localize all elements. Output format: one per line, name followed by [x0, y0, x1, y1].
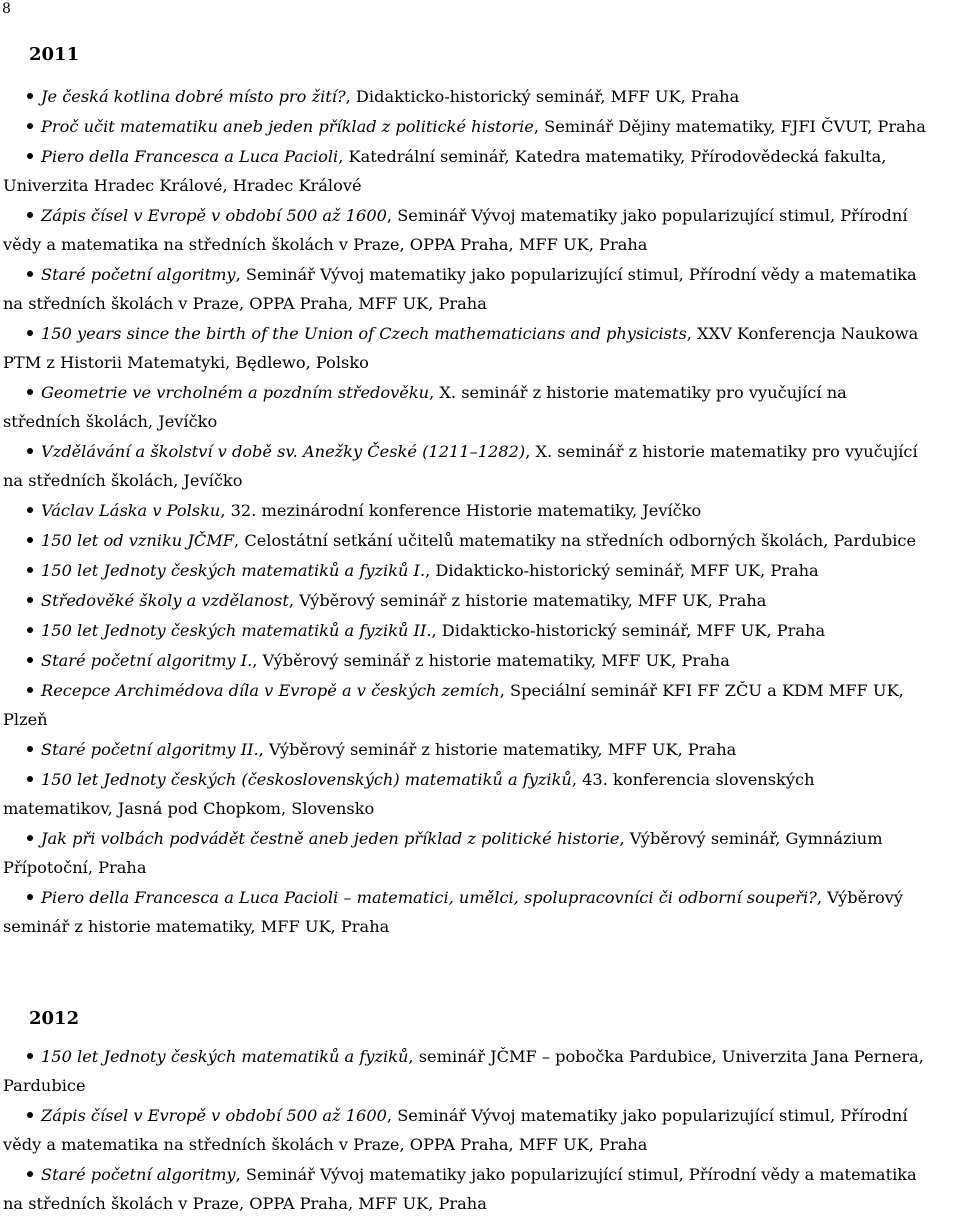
talk-title: Je česká kotlina dobré místo pro žití?	[41, 87, 346, 106]
bullet-icon	[27, 1171, 33, 1177]
bullet-icon	[27, 537, 33, 543]
talk-venue: , Seminář Vývoj matematiky jako popularizující stimul, Přírodní vědy a matematika na středních školách v Praze, OPPA Praha, MFF UK, Praha	[3, 1165, 917, 1213]
talk-venue: , Výběrový seminář z historie matematiky, MFF UK, Praha	[258, 740, 737, 759]
bullet-icon	[27, 597, 33, 603]
list-item	[3, 883, 929, 941]
talk-title: Staré početní algoritmy II.	[41, 740, 259, 759]
talk-title: Piero della Francesca a Luca Pacioli – matematici, umělci, spolupracovníci či odborní soupeři?	[41, 888, 817, 907]
talk-title: Staré početní algoritmy	[41, 1165, 236, 1184]
talk-title: 150 years since the birth of the Union of Czech mathematicians and physicists	[41, 324, 687, 343]
talk-list	[3, 1042, 929, 1218]
bullet-icon	[27, 627, 33, 633]
talk-title: 150 let Jednoty českých matematiků a fyziků	[41, 1047, 409, 1066]
talk-venue: , Didakticko-historický seminář, MFF UK, Praha	[431, 621, 826, 640]
talk-venue: , X. seminář z historie matematiky pro vyučující na středních školách, Jevíčko	[3, 442, 918, 490]
talk-venue: , Didakticko-historický seminář, MFF UK, Praha	[425, 561, 819, 580]
list-item	[3, 765, 929, 823]
list-item	[3, 1101, 929, 1159]
talk-title: 150 let Jednoty českých matematiků a fyziků I.	[41, 561, 426, 580]
talk-venue: , Seminář Vývoj matematiky jako popularizující stimul, Přírodní vědy a matematika na středních školách v Praze, OPPA Praha, MFF UK, Praha	[3, 265, 917, 313]
list-item	[3, 496, 929, 525]
bullet-icon	[27, 507, 33, 513]
talk-title: Proč učit matematiku aneb jeden příklad z politické historie	[41, 117, 534, 136]
list-item	[3, 586, 929, 615]
list-item	[3, 824, 929, 882]
talk-venue: , XXV Konferencja Naukowa PTM z Historii Matematyki, Będlewo, Polsko	[3, 324, 919, 372]
talk-venue: , Didakticko-historický seminář, MFF UK, Praha	[345, 87, 740, 106]
talk-venue: , Seminář Vývoj matematiky jako popularizující stimul, Přírodní vědy a matematika na středních školách v Praze, OPPA Praha, MFF UK, Praha	[3, 1106, 908, 1154]
talk-title: 150 let Jednoty českých matematiků a fyziků II.	[41, 621, 432, 640]
section-2012	[3, 1008, 929, 1218]
list-item	[3, 526, 929, 555]
talk-title: Recepce Archimédova díla v Evropě a v českých zemích	[41, 681, 500, 700]
talk-venue: , Výběrový seminář z historie matematiky, MFF UK, Praha	[288, 591, 767, 610]
list-item	[3, 646, 929, 675]
talk-title: 150 let od vzniku JČMF	[41, 531, 235, 550]
list-item	[3, 378, 929, 436]
bullet-icon	[27, 567, 33, 573]
bullet-icon	[27, 212, 33, 218]
bullet-icon	[27, 776, 33, 782]
talk-venue: , Výběrový seminář z historie matematiky, MFF UK, Praha	[3, 888, 903, 936]
bullet-icon	[27, 746, 33, 752]
list-item	[3, 556, 929, 585]
bullet-icon	[27, 448, 33, 454]
list-item	[3, 112, 929, 141]
list-item	[3, 82, 929, 111]
list-item	[3, 201, 929, 259]
list-item	[3, 319, 929, 377]
talk-venue: , Výběrový seminář, Gymnázium Přípotoční, Praha	[3, 829, 883, 877]
list-item	[3, 1160, 929, 1218]
talk-venue: , 32. mezinárodní konference Historie matematiky, Jevíčko	[220, 501, 702, 520]
talk-title: Staré početní algoritmy	[41, 265, 236, 284]
page-number: 8	[2, 1, 11, 17]
talk-title: Piero della Francesca a Luca Pacioli	[41, 147, 339, 166]
talk-title: Václav Láska v Polsku	[41, 501, 221, 520]
list-item	[3, 616, 929, 645]
bullet-icon	[27, 271, 33, 277]
talk-title: Zápis čísel v Evropě v období 500 až 1600	[41, 1106, 387, 1125]
section-2011	[3, 44, 929, 941]
bullet-icon	[27, 1112, 33, 1118]
bullet-icon	[27, 687, 33, 693]
section-year: 2012	[29, 1008, 80, 1029]
list-item	[3, 437, 929, 495]
talk-venue: , Seminář Vývoj matematiky jako popularizující stimul, Přírodní vědy a matematika na středních školách v Praze, OPPA Praha, MFF UK, Praha	[3, 206, 908, 254]
list-item	[3, 142, 929, 200]
talk-title: Staré početní algoritmy I.	[41, 651, 253, 670]
talk-venue: , Celostátní setkání učitelů matematiky na středních odborných školách, Pardubice	[234, 531, 917, 550]
bullet-icon	[27, 153, 33, 159]
list-item	[3, 676, 929, 734]
bullet-icon	[27, 330, 33, 336]
talk-venue: , seminář JČMF – pobočka Pardubice, Univerzita Jana Pernera, Pardubice	[3, 1047, 924, 1095]
talk-venue: , Speciální seminář KFI FF ZČU a KDM MFF UK, Plzeň	[3, 681, 904, 729]
talk-title: Jak při volbách podvádět čestně aneb jeden příklad z politické historie	[41, 829, 620, 848]
talk-title: Zápis čísel v Evropě v období 500 až 1600	[41, 206, 387, 225]
section-year: 2011	[29, 44, 80, 65]
talk-title: Vzdělávání a školství v době sv. Anežky České (1211–1282)	[41, 442, 526, 461]
bullet-icon	[27, 894, 33, 900]
bullet-icon	[27, 1053, 33, 1059]
bullet-icon	[27, 835, 33, 841]
bullet-icon	[27, 389, 33, 395]
talk-venue: , Seminář Dějiny matematiky, FJFI ČVUT, Praha	[533, 117, 926, 136]
list-item	[3, 260, 929, 318]
bullet-icon	[27, 657, 33, 663]
bullet-icon	[27, 123, 33, 129]
talk-list	[3, 82, 929, 941]
talk-title: Geometrie ve vrcholném a pozdním středověku	[41, 383, 430, 402]
talk-venue: , Katedrální seminář, Katedra matematiky, Přírodovědecká fakulta, Univerzita Hradec Králové, Hradec Králové	[3, 147, 887, 195]
list-item	[3, 735, 929, 764]
talk-title: 150 let Jednoty českých (československých) matematiků a fyziků	[41, 770, 572, 789]
talk-venue: , 43. konferencia slovenských matematikov, Jasná pod Chopkom, Slovensko	[3, 770, 815, 818]
talk-venue: , X. seminář z historie matematiky pro vyučující na středních školách, Jevíčko	[3, 383, 847, 431]
talk-venue: , Výběrový seminář z historie matematiky, MFF UK, Praha	[252, 651, 730, 670]
talk-title: Středověké školy a vzdělanost	[41, 591, 289, 610]
bullet-icon	[27, 93, 33, 99]
list-item	[3, 1042, 929, 1100]
